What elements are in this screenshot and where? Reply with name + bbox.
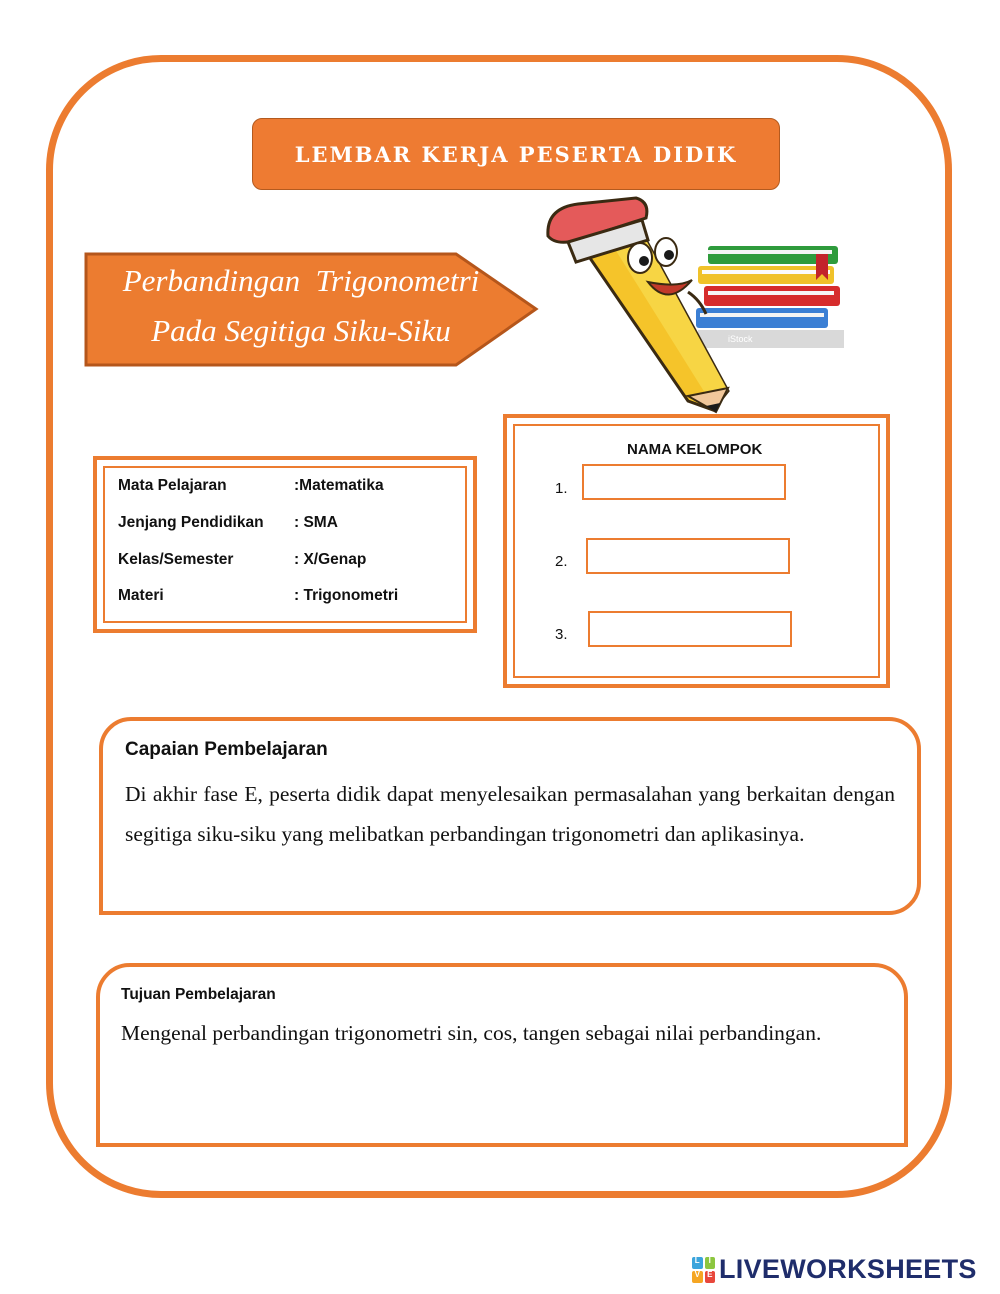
info-value: : SMA (294, 514, 338, 531)
learning-achievement-title: Capaian Pembelajaran (125, 739, 328, 760)
learning-objective-text: Mengenal perbandingan trigonometri sin, cos, tangen sebagai nilai perbandingan. (121, 1021, 822, 1045)
member-name-field-3[interactable] (588, 611, 792, 647)
topic-title-line1: Perbandingan Trigonometri (122, 263, 480, 298)
liveworksheets-logo (692, 1254, 977, 1285)
member-number: 2. (555, 553, 568, 570)
pencil-books-illustration (538, 196, 848, 414)
learning-objective-title: Tujuan Pembelajaran (121, 986, 276, 1003)
pencil-icon (548, 198, 728, 412)
worksheet-title: LEMBAR KERJA PESERTA DIDIK (294, 141, 738, 167)
books-stack-icon (696, 246, 844, 348)
topic-title (96, 256, 506, 356)
member-name-field-2[interactable] (586, 538, 790, 574)
learning-achievement-text: Di akhir fase E, peserta didik dapat menyelesaikan permasalahan yang berkaitan dengan segitiga siku-siku yang melibatkan perbandingan trigonometri dan aplikasinya. (125, 782, 895, 846)
info-value: : X/Genap (294, 551, 367, 568)
liveworksheets-brand: LIVEWORKSHEETS (719, 1254, 977, 1284)
info-label: Kelas/Semester (118, 551, 234, 568)
info-value: : Trigonometri (294, 587, 399, 604)
istock-watermark: iStock (728, 334, 753, 344)
group-names-title: NAMA KELOMPOK (627, 441, 763, 458)
info-label: Mata Pelajaran (118, 477, 227, 494)
worksheet-title-banner (252, 118, 780, 190)
topic-title-line2: Pada Segitiga Siku-Siku (151, 313, 451, 348)
member-name-field-1[interactable] (582, 464, 786, 500)
liveworksheets-icon: L I V E (692, 1257, 715, 1283)
member-number: 1. (555, 480, 568, 497)
member-number: 3. (555, 626, 568, 643)
info-value: :Matematika (294, 477, 384, 494)
info-label: Jenjang Pendidikan (118, 514, 264, 531)
info-label: Materi (118, 587, 164, 604)
